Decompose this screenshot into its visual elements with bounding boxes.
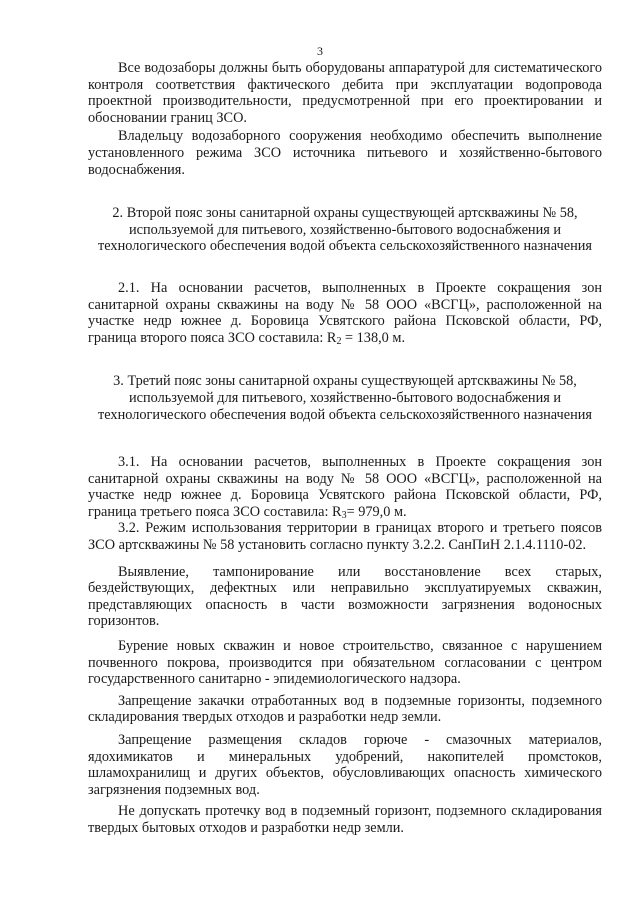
paragraph-storage-ban: Запрещение размещения складов горюче - смазочных материалов, ядохимикатов и минеральных удобрений, накопителей промстоков, шламохранилищ и других объектов, обусловливающих опасность химического загрязнения подземных вод.: [88, 732, 602, 798]
paragraph-3-1-text: 3.1. На основании расчетов, выполненных в Проекте сокращения зон санитарной охраны скважины на воду № 58 ООО «ВСГЦ», расположенной на участке недр южнее д. Боровица Усвятского района Псковской области, РФ, граница третьего пояса ЗСО составила: R: [88, 454, 602, 520]
section-heading-third-belt: 3. Третий пояс зоны санитарной охраны существующей артскважины № 58, используемой для питьевого, хозяйственно-бытового водоснабжения и технологического обеспечения водой объекта сельскохозяйственного назначения: [98, 373, 592, 423]
r3-subscript: 3: [341, 509, 347, 521]
section-heading-second-belt: 2. Второй пояс зоны санитарной охраны существующей артскважины № 58, используемой для питьевого, хозяйственно-бытового водоснабжения и технологического обеспечения водой объекта сельскохозяйственного назначения: [98, 205, 592, 255]
page-number: 3: [317, 44, 323, 58]
r2-value: = 138,0 м.: [341, 329, 406, 346]
r3-value: = 979,0 м.: [346, 503, 407, 520]
paragraph-3-2: 3.2. Режим использования территории в границах второго и третьего поясов ЗСО артскважины № 58 установить согласно пункту 3.2.2. СанПиН 2.1.4.1110-02.: [88, 520, 602, 554]
document-body: [88, 60, 602, 837]
paragraph-wells: Выявление, тампонирование или восстановление всех старых, бездействующих, дефектных или неправильно эксплуатируемых скважин, представляющих опасность в части возможности загрязнения водоносных горизонтов.: [88, 563, 602, 630]
paragraph-injection-ban: Запрещение закачки отработанных вод в подземные горизонты, подземного складирования твердых отходов и разработки недр земли.: [88, 692, 602, 726]
paragraph-3-1: [88, 454, 602, 520]
paragraph-owner-duty: Владельцу водозаборного сооружения необходимо обеспечить выполнение установленного режима ЗСО источника питьевого и хозяйственно-бытового водоснабжения.: [88, 128, 602, 178]
paragraph-2-1-text: 2.1. На основании расчетов, выполненных в Проекте сокращения зон санитарной охраны скважины на воду № 58 ООО «ВСГЦ», расположенной на участке недр южнее д. Боровица Усвятского района Псковской области, РФ, граница второго пояса ЗСО составила: R: [88, 279, 602, 346]
paragraph-leakage: Не допускать протечку вод в подземный горизонт, подземного складирования твердых бытовых отходов и разработки недр земли.: [88, 803, 602, 836]
paragraph-drilling: Бурение новых скважин и новое строительство, связанное с нарушением почвенного покрова, производится при обязательном согласовании с центром государственного санитарно - эпидемиологического надзора.: [88, 638, 602, 688]
paragraph-2-1: [88, 280, 602, 346]
r2-subscript: 2: [336, 335, 342, 347]
paragraph-equipment: Все водозаборы должны быть оборудованы аппаратурой для систематического контроля соответствия фактического дебита при эксплуатации водопровода проектной производительности, предусмотренной при его проектировании и обосновании границ ЗСО.: [88, 60, 602, 126]
